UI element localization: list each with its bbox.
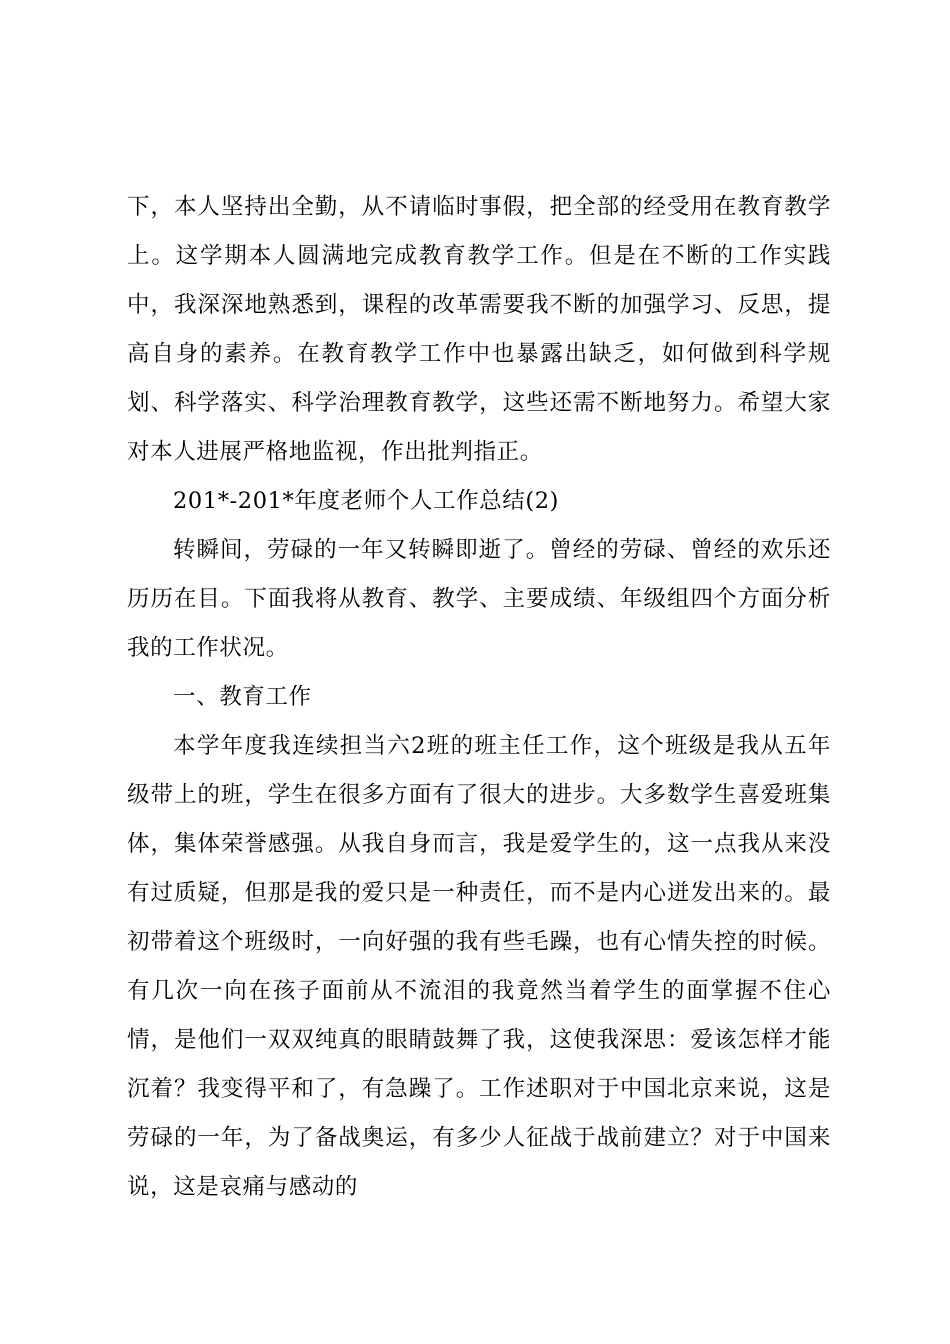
paragraph-3: 本学年度我连续担当六2班的班主任工作，这个班级是我从五年级带上的班，学生在很多方面有了很大的进步。大多数学生喜爱班集体，集体荣誉感强。从我自身而言，我是爱学生的，这一点我从来没有过质疑，但那是我的爱只是一种责任，而不是内心迸发出来的。最初带着这个班级时，一向好强的我有些毛躁，也有心情失控的时候。有几次一向在孩子面前从不流泪的我竟然当着学生的面掌握不住心情，是他们一双双纯真的眼睛鼓舞了我，这使我深思：爱该怎样才能沉着？我变得平和了，有急躁了。工作述职对于中国北京来说，这是劳碌的一年，为了备战奥运，有多少人征战于战前建立？对于中国来说，这是哀痛与感动的 xyxy=(127,733,831,1200)
section-title: 201*-201*年度老师个人工作总结(2) xyxy=(173,488,560,514)
paragraph-1: 下，本人坚持出全勤，从不请临时事假，把全部的经受用在教育教学上。这学期本人圆满地完成教育教学工作。但是在不断的工作实践中，我深深地熟悉到，课程的改革需要我不断的加强学习、反思，提高自身的素养。在教育教学工作中也暴露出缺乏，如何做到科学规划、科学落实、科学治理教育教学，这些还需不断地努力。希望大家对本人进展严格地监视，作出批判指正。 xyxy=(127,194,831,465)
paragraph-2: 转瞬间，劳碌的一年又转瞬即逝了。曾经的劳碌、曾经的欢乐还历历在目。下面我将从教育、教学、主要成绩、年级组四个方面分析我的工作状况。 xyxy=(127,537,831,661)
section-heading-education: 一、教育工作 xyxy=(173,684,312,710)
document-page xyxy=(127,183,831,1212)
